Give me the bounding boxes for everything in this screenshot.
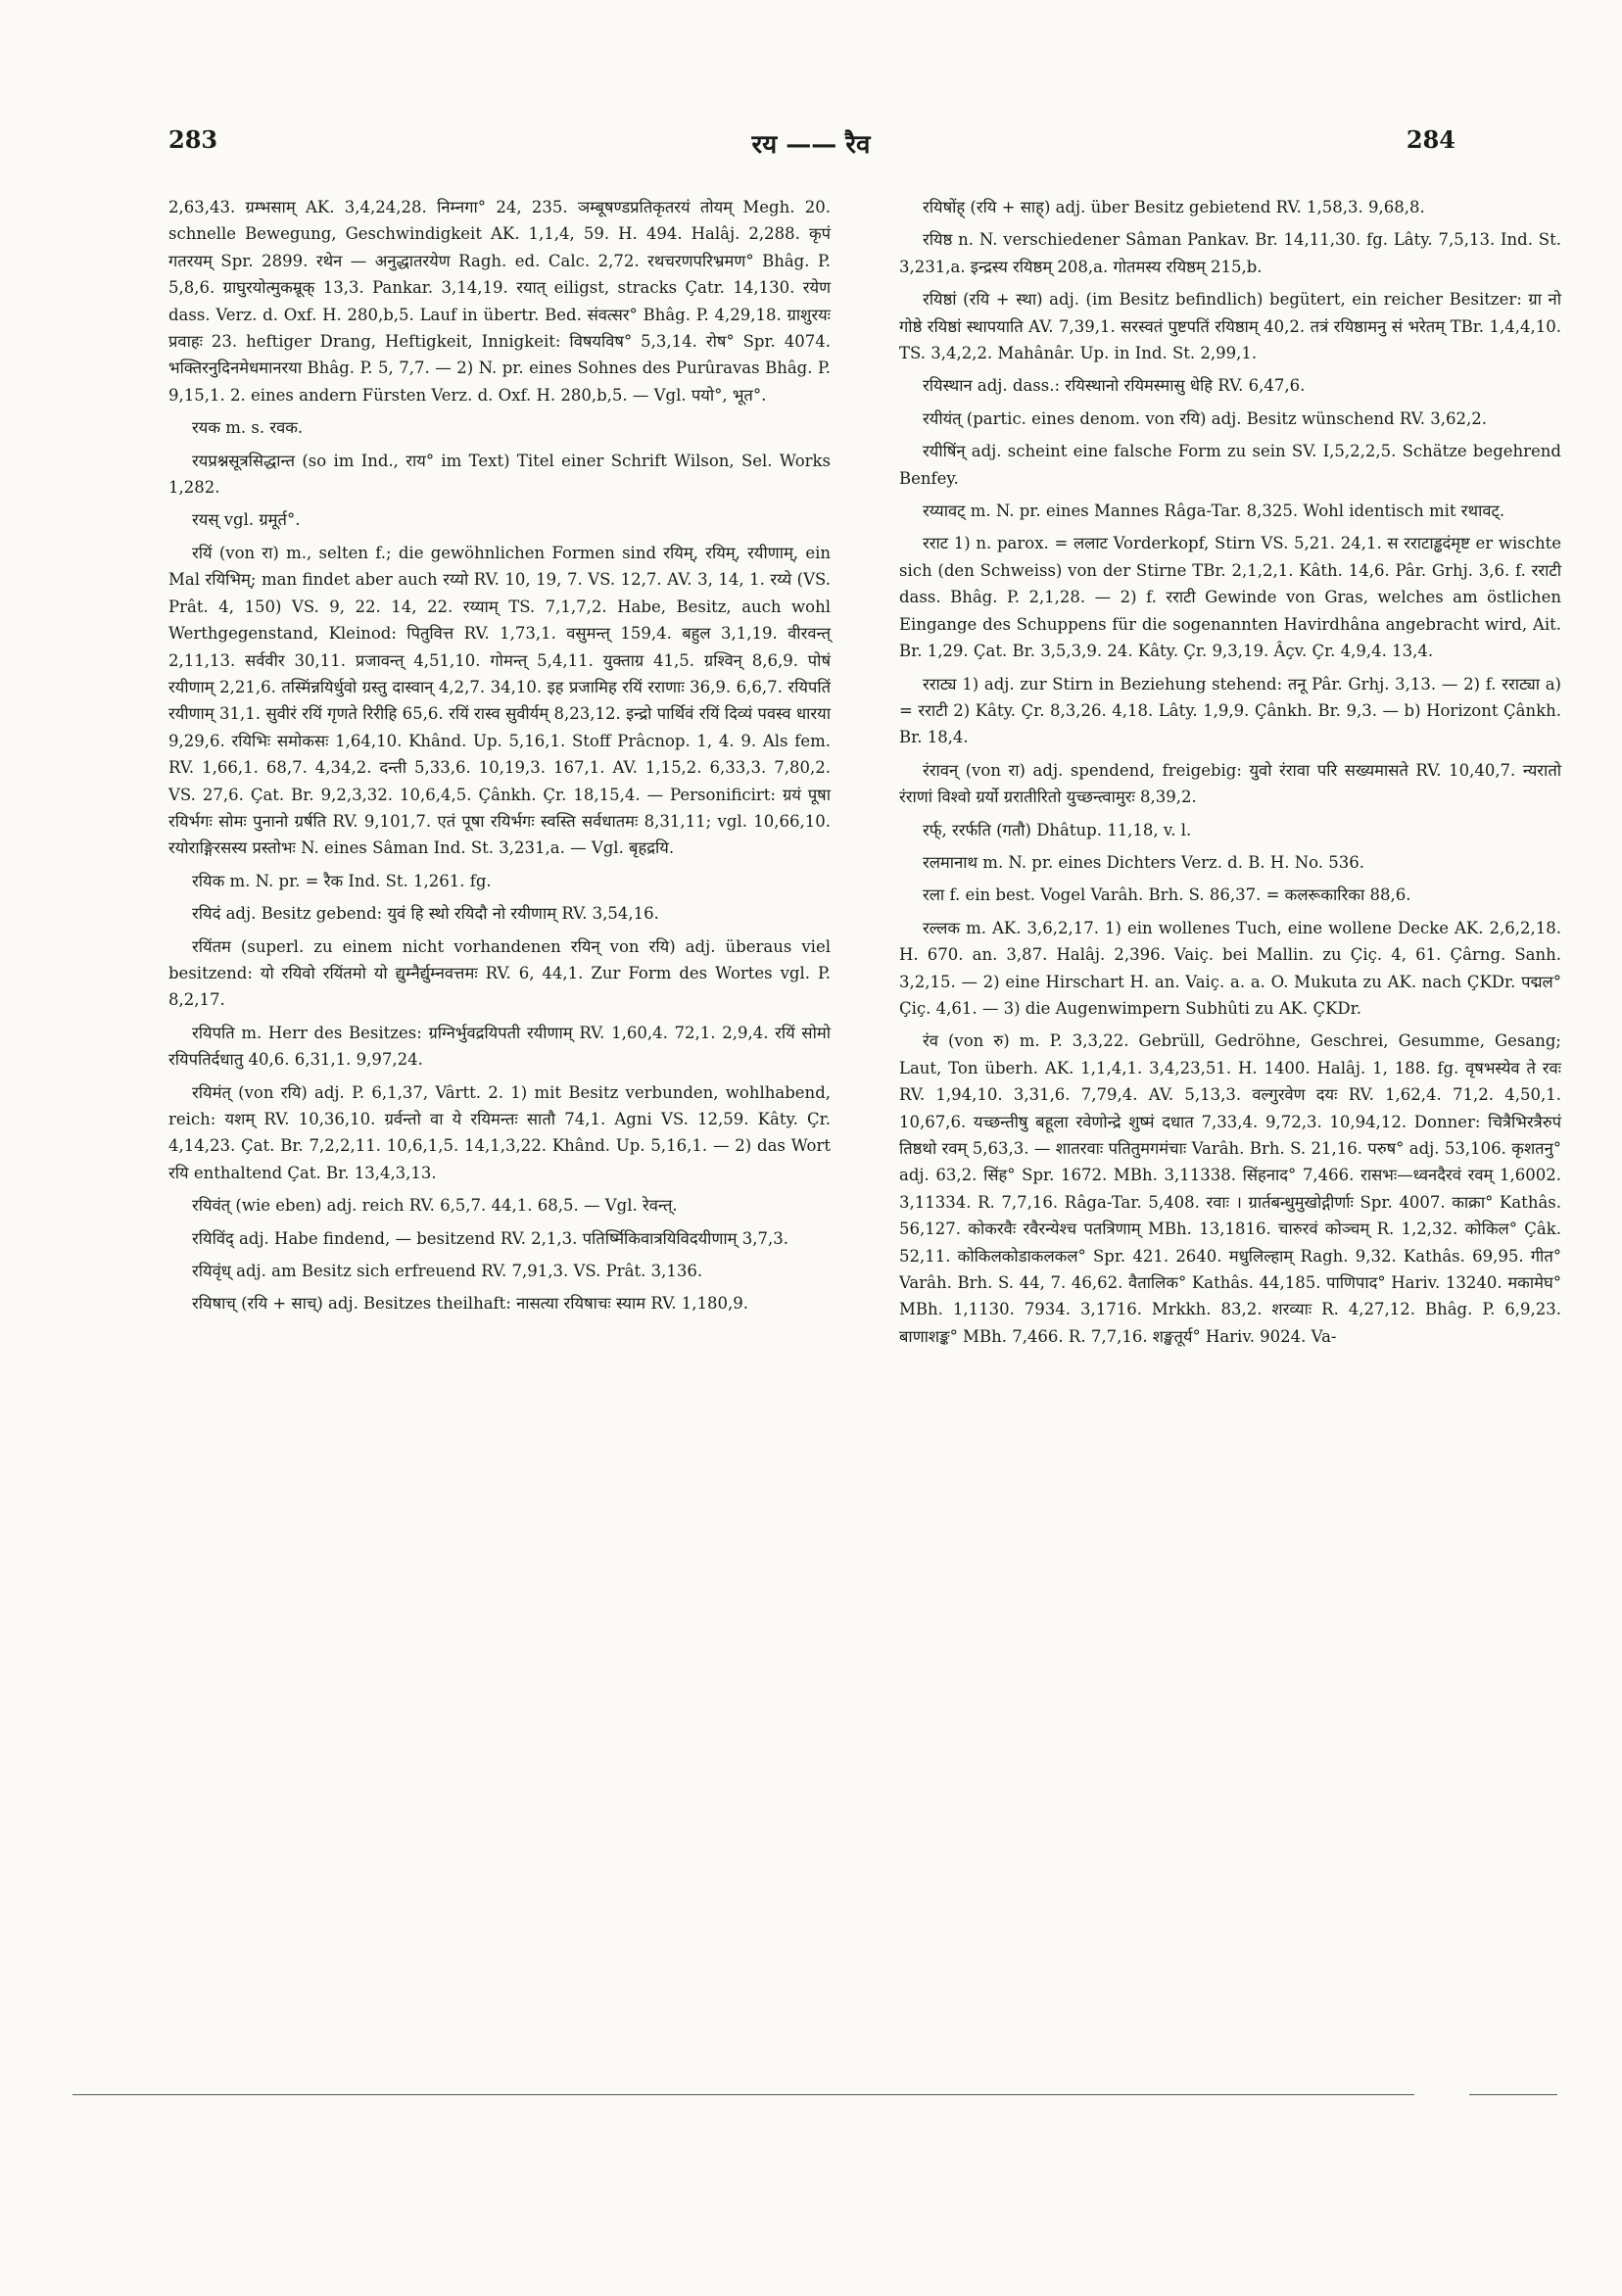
left-column [168,194,831,1323]
dictionary-entry: रयिपति m. Herr des Besitzes: ग्रग्निर्भुवद्रयिपती रयीणाम् RV. 1,60,4. 72,1. 2,9,4. रयिं सोमो रयिपतिर्दधातु 40,6. 6,31,1. 9,97,24. [168,1023,831,1070]
dictionary-entry: रयिषोंह् (रयि + साह्) adj. über Besitz gebietend RV. 1,58,3. 9,68,8. [923,198,1425,216]
dictionary-entry: रयिवृंध् adj. am Besitz sich erfreuend RV. 7,91,3. VS. Prât. 3,136. [192,1262,703,1281]
dictionary-entry: रयीषिंन् adj. scheint eine falsche Form zu sein SV. I,5,2,2,5. Schätze begehrend Benfey. [899,442,1561,488]
dictionary-entry: रयप्रश्नसूत्रसिद्धान्त (so im Ind., राय° im Text) Titel einer Schrift Wilson, Sel. Works 1,282. [168,451,831,498]
dictionary-entry: रंरावन् (von रा) adj. spendend, freigebig: युवो रंरावा परि सख्यमासते RV. 10,40,7. न्यरातो रंराणां विश्वो ग्रर्यो ग्ररातीरितो युच्छन्त्वामुरः 8,39,2. [899,760,1561,807]
dictionary-entry: रयिंतम (superl. zu einem nicht vorhandenen रयिन् von रयि) adj. überaus viel besitzend: यो रयिवो रयिंतमो यो द्युम्नैर्द्युम्नवत्तमः RV. 6, 44,1. Zur Form des Wortes vgl. P. 8,2,17. [168,936,831,1010]
dictionary-entry: रयीयंत् (partic. eines denom. von रयि) adj. Besitz wünschend RV. 3,62,2. [923,408,1487,428]
dictionary-entry: रल्लक m. AK. 3,6,2,17. 1) ein wollenes Tuch, eine wollene Decke AK. 2,6,2,18. H. 670. an. 3,87. Halâj. 2,396. Vaiç. bei Mallin. zu Çiç. 4, 61. Çârng. Sanh. 3,2,15. — 2) eine Hirschart H. an. Vaiç. a. a. O. Mukuta zu AK. nach ÇKDr. पद्मल° Çiç. 4,61. — 3) die Augenwimpern Subhûti zu AK. ÇKDr. [899,918,1561,1018]
dictionary-entry: रलमानाथ m. N. pr. eines Dichters Verz. d. B. H. No. 536. [923,852,1365,872]
dictionary-entry: रयिष्ठां (रयि + स्था) adj. (im Besitz befindlich) begütert, ein reicher Besitzer: ग्रा नो गोष्ठे रयिष्ठां स्थापयाति AV. 7,39,1. सरस्वतं पुष्टपतिं रयिष्ठाम् 40,2. तत्रं रयिष्ठामनु सं भरेतम् TBr. 1,4,4,10. TS. 3,4,2,2. Mahânâr. Up. in Ind. St. 2,99,1. [899,290,1561,363]
dictionary-entry: 2,63,43. ग्रम्भसाम् AK. 3,4,24,28. निम्नगा° 24, 235. ञम्बूषण्डप्रतिकृतरयं तोयम् Megh. 20. schnelle Bewegung, Geschwindigkeit AK. 1,1,4, 59. H. 494. Halâj. 2,288. कृपं गतरयम् Spr. 2899. रथेन — अनुद्धातरयेण Ragh. ed. Calc. 2,72. रथचरणपरिभ्रमण° Bhâg. P. 5,8,6. ग्राघुरयोत्मुकम्रूक् 13,3. Pankar. 3,14,19. रयात् eiligst, stracks Çatr. 14,130. रयेण dass. Verz. d. Oxf. H. 280,b,5. Lauf in übertr. Bed. संवत्सर° Bhâg. P. 4,29,18. ग्राशुरयः प्रवाहः 23. heftiger Drang, Heftigkeit, Innigkeit: विषयविष° 5,3,14. रोष° Spr. 4074. भक्तिरनुदिनमेधमानरया Bhâg. P. 5, 7,7. — 2) N. pr. eines Sohnes des Purûravas Bhâg. P. 9,15,1. 2. eines andern Fürsten Verz. d. Oxf. H. 280,b,5. — Vgl. पयो°, भूत°. [168,198,831,405]
page-number-left: 283 [168,125,218,154]
dictionary-entry: रयिमंत् (von रयि) adj. P. 6,1,37, Vârtt. 2. 1) mit Besitz verbunden, wohlhabend, reich: यशम् RV. 10,36,10. ग्रर्वन्तो वा ये रयिमन्तः सातौ 74,1. Agni VS. 12,59. Kâty. Çr. 4,14,23. Çat. Br. 7,2,2,11. 10,6,1,5. 14,1,3,22. Khând. Up. 5,16,1. — 2) das Wort रयि enthaltend Çat. Br. 13,4,3,13. [168,1082,831,1182]
header-title: रय —— रैव [751,130,871,160]
dictionary-entry: रयक m. s. रवक. [192,418,304,438]
dictionary-entry: रला f. ein best. Vogel Varâh. Brh. S. 86,37. = कलरूकारिका 88,6. [923,885,1411,905]
page-header [0,125,1622,165]
dictionary-entry: रराट 1) n. parox. = ललाट Vorderkopf, Stirn VS. 5,21. 24,1. स रराटाड्ढदंमृष्ट er wischte sich (den Schweiss) von der Stirne TBr. 2,1,2,1. Kâth. 14,6. Pâr. Grhj. 3,6. f. रराटी dass. Bhâg. P. 2,1,28. — 2) f. रराटी Gewinde von Gras, welches am östlichen Eingange des Schuppens für die sogenannten Havirdhâna angebracht wird, Ait. Br. 1,29. Çat. Br. 3,5,3,9. 24. Kâty. Çr. 9,3,19. Âçv. Çr. 4,9,4. 13,4. [899,534,1561,661]
footer-rule-short [1469,2094,1557,2095]
dictionary-entry: रयिविंद् adj. Habe findend, — besitzend RV. 2,1,3. पतिर्ष्मिकिवात्रयिविदयीणाम् 3,7,3. [192,1228,788,1248]
dictionary-entry: रयस् vgl. ग्रमूर्त°. [192,510,301,530]
dictionary-entry: रयिषाच् (रयि + साच्) adj. Besitzes theilhaft: नासत्या रयिषाचः स्याम RV. 1,180,9. [192,1294,748,1314]
dictionary-entry: रयिष्ठ n. N. verschiedener Sâman Pankav. Br. 14,11,30. fg. Lâty. 7,5,13. Ind. St. 3,231,a. इन्द्रस्य रयिष्ठम् 208,a. गोतमस्य रयिष्ठम् 215,b. [899,230,1561,276]
dictionary-entry: रर्फ्, ररर्फति (गतौ) Dhâtup. 11,18, v. l. [923,820,1192,839]
dictionary-entry: रयिदं adj. Besitz gebend: युवं हि स्थो रयिदौ नो रयीणाम् RV. 3,54,16. [192,904,659,924]
right-column [899,194,1561,1356]
dictionary-entry: रराट्य 1) adj. zur Stirn in Beziehung stehend: तनू Pâr. Grhj. 3,13. — 2) f. रराट्या a) = रराटी 2) Kâty. Çr. 8,3,26. 4,18. Lâty. 1,9,9. Çânkh. Br. 9,3. — b) Horizont Çânkh. Br. 18,4. [899,674,1561,747]
dictionary-entry: रयिवंत् (wie eben) adj. reich RV. 6,5,7. 44,1. 68,5. — Vgl. रेवन्त्. [192,1196,678,1216]
dictionary-entry: रयिं (von रा) m., selten f.; die gewöhnlichen Formen sind रयिम्, रयिम्, रयीणाम्, ein Mal रयिभिम्; man findet aber auch रय्यो RV. 10, 19, 7. VS. 12,7. AV. 3, 14, 1. रय्ये (VS. Prât. 4, 150) VS. 9, 22. 14, 22. रय्याम् TS. 7,1,7,2. Habe, Besitz, auch wohl Werthgegenstand, Kleinod: पितुवित्त RV. 1,73,1. वसुमन्त् 159,4. बहुल 3,1,19. वीरवन्त् 2,11,13. सर्ववीर 30,11. प्रजावन्त् 4,51,10. गोमन्त् 5,4,11. युक्ताग्र 41,5. ग्रश्विन् 8,6,9. पोषं रयीणाम् 2,21,6. तस्मिंन्नयिर्धुवो ग्रस्तु दास्वान् 4,2,7. 34,10. इह प्रजामिह रयिं रराणाः 36,9. 6,6,7. रयिपतिं रयीणाम् 31,1. सुवीरं रयिं गृणते रिरीहि 65,6. रयिं रास्व सुवीर्यम् 8,23,12. इन्द्रो पार्थिवं रयिं दिव्यं पवस्व धारया 9,29,6. रयिभिः समोकसः 1,64,10. Khând. Up. 5,16,1. Stoff Prâcnop. 1, 4. 9. Als fem. RV. 1,66,1. 68,7. 4,34,2. दन्ती 5,33,6. 10,19,3. 167,1. AV. 1,15,2. 6,33,3. 7,80,2. VS. 27,6. Çat. Br. 9,2,3,32. 10,6,4,5. Çânkh. Çr. 18,15,4. — Personificirt: ग्रयं पूषा रयिर्भगः सोमः पुनानो ग्रर्षति RV. 9,101,7. एतं पूषा रयिर्भगः स्वस्ति सर्वधातमः 8,31,11; vgl. 10,66,10. रयोराङ्गिरसस्य प्रस्तोभः N. eines Sâman Ind. St. 3,231,a. — Vgl. बृहद्रयि. [168,543,831,858]
page-number-right: 284 [1406,125,1455,154]
dictionary-entry: रय्यावट् m. N. pr. eines Mannes Râga-Tar. 8,325. Wohl identisch mit रथावट्. [923,502,1505,521]
footer-rule [72,2094,1414,2095]
dictionary-entry: रंव (von रु) m. P. 3,3,22. Gebrüll, Gedröhne, Geschrei, Gesumme, Gesang; Laut, Ton überh. AK. 1,1,4,1. 3,4,23,51. H. 1400. Halâj. 1, 188. fg. वृषभस्येव ते रवः RV. 1,94,10. 3,31,6. 7,79,4. AV. 5,13,3. वल्गुरवेण दयः RV. 1,62,4. 71,2. 4,50,1. 10,67,6. यच्छन्तीषु बहूला रवेणोन्द्रे शुष्मं दधात 7,33,4. 9,72,3. 10,94,12. Donner: चित्रैभिरत्रैरुपं तिष्ठथो रवम् 5,63,3. — शातरवाः पतितुमगमंचाः Varâh. Brh. S. 21,16. परुष° adj. 53,106. कृशतनु° adj. 63,2. सिंह° Spr. 1672. MBh. 3,11338. सिंहनाद° 7,466. रासभः—ध्वनदैरवं रवम् 1,6002. 3,11334. R. 7,7,16. Râga-Tar. 5,408. रवाः । ग्रार्तबन्धुमुखोद्गीर्णाः Spr. 4007. काक्रा° Kathâs. 56,127. कोकरवैः रवैरन्येश्च पतत्रिणाम् MBh. 13,1816. चारुरवं कोञ्चम् R. 1,2,32. कोकिल° Çâk. 52,11. कोकिलकोडाकलकल° Spr. 421. 2640. मधुलिल्हाम् Ragh. 9,32. Kathâs. 69,95. गीत° Varâh. Brh. S. 44, 7. 46,62. वैतालिक° Kathâs. 44,185. पाणिपाद° Hariv. 13240. मकामेघ° MBh. 1,1130. 7934. 3,1716. Mrkkh. 83,2. शरव्याः R. 4,27,12. Bhâg. P. 6,9,23. बाणाशङ्क° MBh. 7,466. R. 7,7,16. शङ्खतूर्य° Hariv. 9024. Va- [899,1031,1561,1346]
dictionary-entry: रयिक m. N. pr. = रैक Ind. St. 1,261. fg. [192,871,492,890]
dictionary-entry: रयिस्थान adj. dass.: रयिस्थानो रयिमस्मासु धेहि RV. 6,47,6. [923,376,1306,396]
